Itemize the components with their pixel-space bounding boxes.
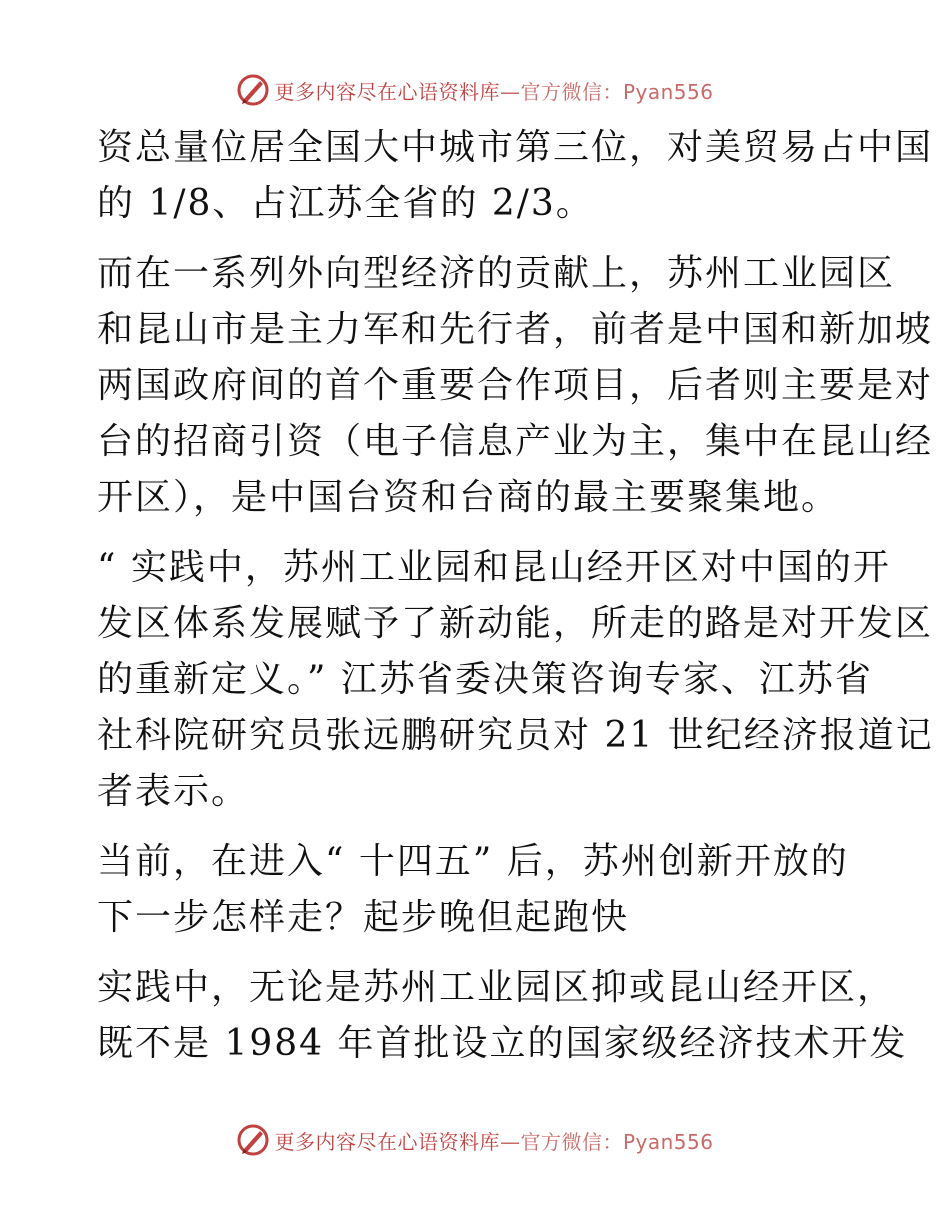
text-line: 开区），是中国台资和台商的最主要聚集地。 [97,477,840,518]
pen-logo-icon [236,1123,270,1157]
watermark-contact: —官方微信：Pyan556 [499,79,714,104]
text-line: 而在一系列外向型经济的贡献上，苏州工业园区 [97,253,896,294]
text-line: 社科院研究员张远鹏研究员对 21 世纪经济报道记 [97,715,934,756]
text-line: 的重新定义。” 江苏省委决策咨询专家、江苏省 [97,659,873,700]
paragraph-3 [97,540,934,820]
text-line: 台的招商引资（电子信息产业为主，集中在昆山经 [97,421,934,462]
text-line: 发区体系发展赋予了新动能，所走的路是对开发区 [97,603,934,644]
watermark-brand: 更多内容尽在心语资料库 [274,1129,500,1154]
text-line: “ 实践中，苏州工业园和昆山经开区对中国的开 [97,547,891,588]
text-line: 下一步怎样走？起步晚但起跑快 [97,897,630,938]
footer-watermark [0,1120,950,1160]
text-line: 两国政府间的首个重要合作项目，后者则主要是对 [97,365,934,406]
paragraph-1 [97,120,934,232]
text-line: 和昆山市是主力军和先行者，前者是中国和新加坡 [97,309,934,350]
watermark-text [274,76,713,105]
header-watermark [0,70,950,110]
pen-logo-icon [236,73,270,107]
text-line: 资总量位居全国大中城市第三位，对美贸易占中国 [97,127,934,168]
paragraph-5 [97,960,908,1072]
document-body [97,120,934,1086]
text-line: 当前，在进入“ 十四五” 后，苏州创新开放的 [97,841,849,882]
paragraph-4 [97,834,857,946]
watermark-text [274,1126,713,1155]
text-line: 的 1/8、占江苏全省的 2/3。 [97,183,594,224]
text-line: 实践中，无论是苏州工业园区抑或昆山经开区， [97,967,896,1008]
watermark-brand: 更多内容尽在心语资料库 [274,79,500,104]
text-line: 者表示。 [97,771,250,812]
text-line: 既不是 1984 年首批设立的国家级经济技术开发 [97,1023,908,1064]
watermark-contact: —官方微信：Pyan556 [499,1129,714,1154]
paragraph-2 [97,246,934,526]
